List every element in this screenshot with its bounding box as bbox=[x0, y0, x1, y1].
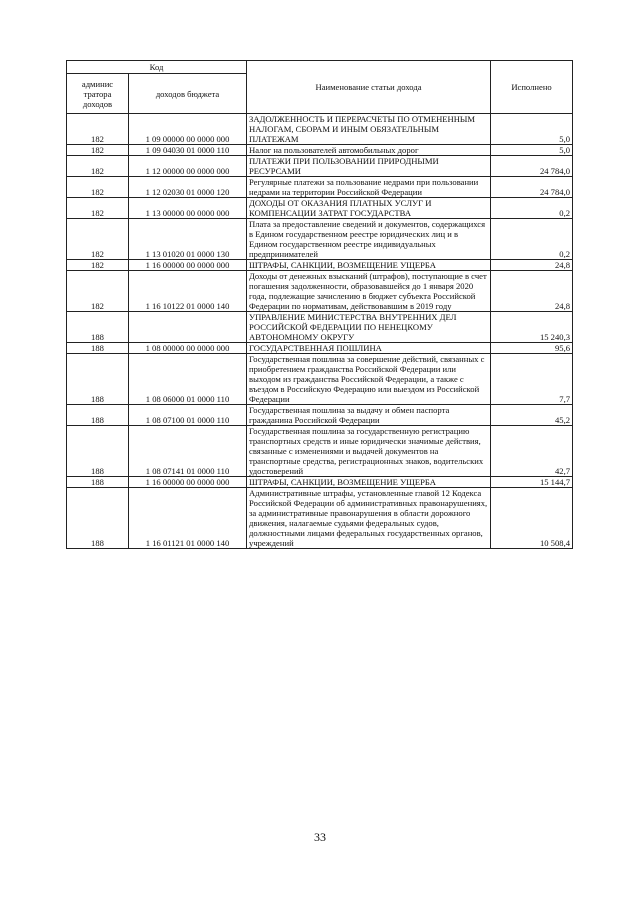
table-row bbox=[67, 145, 573, 156]
item-name: ШТРАФЫ, САНКЦИИ, ВОЗМЕЩЕНИЕ УЩЕРБА bbox=[247, 260, 491, 271]
item-name: ЗАДОЛЖЕННОСТЬ И ПЕРЕРАСЧЕТЫ ПО ОТМЕНЕННЫМ НАЛОГАМ, СБОРАМ И ИНЫМ ОБЯЗАТЕЛЬНЫМ ПЛАТЕЖАМ bbox=[247, 114, 491, 145]
budget-code: 1 13 00000 00 0000 000 bbox=[129, 198, 247, 219]
item-name: Доходы от денежных взысканий (штрафов), поступающие в счет погашения задолженности, образовавшейся до 1 января 2020 года, подлежащие зачислению в бюджет субъекта Российской Федерации по нормативам, действовавшим в 2019 году bbox=[247, 271, 491, 312]
budget-code: 1 13 01020 01 0000 130 bbox=[129, 219, 247, 260]
executed-sum: 0,2 bbox=[491, 198, 573, 219]
table-body bbox=[67, 114, 573, 549]
revenue-table bbox=[66, 60, 573, 549]
item-name: ШТРАФЫ, САНКЦИИ, ВОЗМЕЩЕНИЕ УЩЕРБА bbox=[247, 477, 491, 488]
table-row bbox=[67, 271, 573, 312]
executed-sum: 15 240,3 bbox=[491, 312, 573, 343]
executed-sum: 10 508,4 bbox=[491, 488, 573, 549]
table-row bbox=[67, 312, 573, 343]
budget-code: 1 16 00000 00 0000 000 bbox=[129, 477, 247, 488]
executed-sum: 24 784,0 bbox=[491, 156, 573, 177]
header-admin: админис тратора доходов bbox=[67, 74, 129, 114]
budget-code: 1 12 00000 00 0000 000 bbox=[129, 156, 247, 177]
admin-code: 188 bbox=[67, 343, 129, 354]
executed-sum: 24 784,0 bbox=[491, 177, 573, 198]
item-name: Государственная пошлина за выдачу и обмен паспорта гражданина Российской Федерации bbox=[247, 405, 491, 426]
item-name: Государственная пошлина за государственную регистрацию транспортных средств и иные юридически значимые действия, связанные с изменениями и выдачей документов на транспортные средства, регистрационных знаков, водительских удостоверений bbox=[247, 426, 491, 477]
header-budget: доходов бюджета bbox=[129, 74, 247, 114]
admin-code: 182 bbox=[67, 271, 129, 312]
budget-code: 1 08 00000 00 0000 000 bbox=[129, 343, 247, 354]
budget-code: 1 08 06000 01 0000 110 bbox=[129, 354, 247, 405]
item-name: Налог на пользователей автомобильных дорог bbox=[247, 145, 491, 156]
table-row bbox=[67, 219, 573, 260]
table-row bbox=[67, 114, 573, 145]
budget-code: 1 16 01121 01 0000 140 bbox=[129, 488, 247, 549]
header-executed: Исполнено bbox=[491, 61, 573, 114]
table-row bbox=[67, 343, 573, 354]
table-row bbox=[67, 177, 573, 198]
admin-code: 188 bbox=[67, 488, 129, 549]
executed-sum: 7,7 bbox=[491, 354, 573, 405]
table-row bbox=[67, 260, 573, 271]
admin-code: 182 bbox=[67, 219, 129, 260]
admin-code: 188 bbox=[67, 477, 129, 488]
executed-sum: 45,2 bbox=[491, 405, 573, 426]
budget-code: 1 16 00000 00 0000 000 bbox=[129, 260, 247, 271]
item-name: Административные штрафы, установленные главой 12 Кодекса Российской Федерации об административных правонарушениях, за административные правонарушения в области дорожного движения, налагаемые судьями федеральных судов, должностными лицами федеральных государственных органов, учреждений bbox=[247, 488, 491, 549]
budget-code: 1 09 00000 00 0000 000 bbox=[129, 114, 247, 145]
budget-code: 1 12 02030 01 0000 120 bbox=[129, 177, 247, 198]
table-row bbox=[67, 477, 573, 488]
budget-code: 1 09 04030 01 0000 110 bbox=[129, 145, 247, 156]
budget-code bbox=[129, 312, 247, 343]
admin-code: 182 bbox=[67, 177, 129, 198]
item-name: Плата за предоставление сведений и документов, содержащихся в Едином государственном реестре юридических лиц и в Едином государственном реестре индивидуальных предпринимателей bbox=[247, 219, 491, 260]
admin-code: 182 bbox=[67, 156, 129, 177]
admin-code: 182 bbox=[67, 198, 129, 219]
header-code: Код bbox=[67, 61, 247, 74]
table-row bbox=[67, 156, 573, 177]
executed-sum: 5,0 bbox=[491, 114, 573, 145]
item-name: ПЛАТЕЖИ ПРИ ПОЛЬЗОВАНИИ ПРИРОДНЫМИ РЕСУРСАМИ bbox=[247, 156, 491, 177]
executed-sum: 5,0 bbox=[491, 145, 573, 156]
item-name: УПРАВЛЕНИЕ МИНИСТЕРСТВА ВНУТРЕННИХ ДЕЛ РОССИЙСКОЙ ФЕДЕРАЦИИ ПО НЕНЕЦКОМУ АВТОНОМНОМУ ОКРУГУ bbox=[247, 312, 491, 343]
item-name: ДОХОДЫ ОТ ОКАЗАНИЯ ПЛАТНЫХ УСЛУГ И КОМПЕНСАЦИИ ЗАТРАТ ГОСУДАРСТВА bbox=[247, 198, 491, 219]
budget-code: 1 08 07141 01 0000 110 bbox=[129, 426, 247, 477]
admin-code: 188 bbox=[67, 426, 129, 477]
table-row bbox=[67, 405, 573, 426]
admin-code: 182 bbox=[67, 114, 129, 145]
budget-code: 1 16 10122 01 0000 140 bbox=[129, 271, 247, 312]
page-number: 33 bbox=[314, 830, 326, 844]
item-name: Регулярные платежи за пользование недрами при пользовании недрами на территории Российской Федерации bbox=[247, 177, 491, 198]
header-name: Наименование статьи дохода bbox=[247, 61, 491, 114]
admin-code: 188 bbox=[67, 405, 129, 426]
item-name: Государственная пошлина за совершение действий, связанных с приобретением гражданства Российской Федерации или выходом из гражданства Российской Федерации, а также с въездом в Российскую Федерацию или выездом из Российской Федерации bbox=[247, 354, 491, 405]
table-row bbox=[67, 488, 573, 549]
table-row bbox=[67, 426, 573, 477]
table-row bbox=[67, 354, 573, 405]
item-name: ГОСУДАРСТВЕННАЯ ПОШЛИНА bbox=[247, 343, 491, 354]
table-row bbox=[67, 198, 573, 219]
executed-sum: 15 144,7 bbox=[491, 477, 573, 488]
executed-sum: 24,8 bbox=[491, 260, 573, 271]
executed-sum: 95,6 bbox=[491, 343, 573, 354]
executed-sum: 42,7 bbox=[491, 426, 573, 477]
admin-code: 188 bbox=[67, 312, 129, 343]
budget-code: 1 08 07100 01 0000 110 bbox=[129, 405, 247, 426]
admin-code: 182 bbox=[67, 260, 129, 271]
admin-code: 188 bbox=[67, 354, 129, 405]
executed-sum: 24,8 bbox=[491, 271, 573, 312]
executed-sum: 0,2 bbox=[491, 219, 573, 260]
admin-code: 182 bbox=[67, 145, 129, 156]
